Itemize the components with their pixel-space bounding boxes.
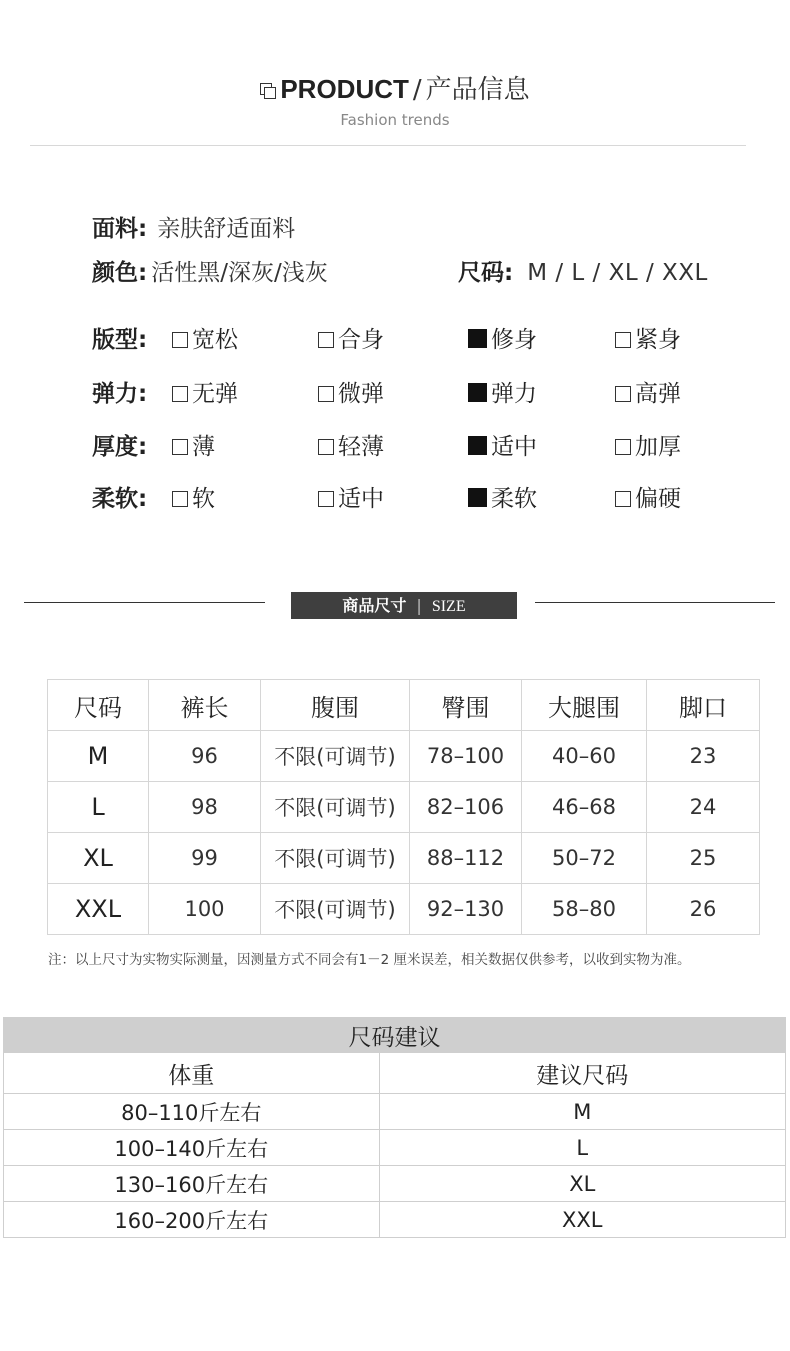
size-label: 尺码:: [458, 260, 514, 286]
unchecked-box-icon: [615, 332, 631, 348]
attribute-option: [172, 375, 238, 408]
size-table-cell: 46–68: [522, 782, 647, 833]
attribute-option: [172, 321, 238, 354]
size-table-header-cell: 臀围: [410, 680, 522, 731]
size-table: [47, 679, 760, 935]
table-row: [48, 884, 760, 935]
fabric-label: 面料:: [92, 216, 148, 242]
attribute-option-label: 软: [192, 486, 215, 512]
unchecked-box-icon: [172, 491, 188, 507]
recommend-weight-cell: 130–160斤左右: [4, 1166, 380, 1202]
banner-line-left: [24, 602, 265, 603]
size-table-header-cell: 大腿围: [522, 680, 647, 731]
size-table-header-cell: 脚口: [647, 680, 760, 731]
unchecked-box-icon: [318, 332, 334, 348]
attribute-option: [468, 375, 537, 408]
unchecked-box-icon: [318, 439, 334, 455]
table-row: [48, 731, 760, 782]
unchecked-box-icon: [172, 386, 188, 402]
header-title-cn: 产品信息: [425, 75, 530, 105]
product-squares-icon: [260, 83, 276, 99]
unchecked-box-icon: [172, 439, 188, 455]
size-table-cell: 82–106: [410, 782, 522, 833]
attribute-option: [615, 375, 681, 408]
color-line: [92, 254, 328, 287]
attribute-option: [615, 480, 681, 513]
unchecked-box-icon: [615, 491, 631, 507]
attribute-option: [172, 428, 215, 461]
recommend-size-cell: L: [379, 1130, 785, 1166]
header-separator: /: [412, 75, 422, 105]
recommend-weight-cell: 100–140斤左右: [4, 1130, 380, 1166]
attribute-label: 弹力:: [92, 381, 148, 407]
attribute-option: [615, 321, 681, 354]
attribute-label: 版型:: [92, 327, 148, 353]
size-table-cell: L: [48, 782, 149, 833]
size-table-cell: 23: [647, 731, 760, 782]
attribute-option-label: 柔软: [491, 486, 537, 512]
size-table-cell: 50–72: [522, 833, 647, 884]
table-row: [4, 1094, 786, 1130]
size-recommendation-table: [3, 1017, 786, 1238]
size-table-header-cell: 腹围: [261, 680, 410, 731]
size-table-header-cell: 裤长: [149, 680, 261, 731]
table-row: [48, 833, 760, 884]
recommend-weight-cell: 160–200斤左右: [4, 1202, 380, 1238]
header-divider: [30, 145, 746, 146]
attribute-option-label: 加厚: [635, 434, 681, 460]
recommend-size-cell: XXL: [379, 1202, 785, 1238]
recommend-weight-cell: 80–110斤左右: [4, 1094, 380, 1130]
checked-box-icon: [468, 488, 487, 507]
size-table-cell: XXL: [48, 884, 149, 935]
attribute-option: [318, 480, 384, 513]
size-table-cell: 96: [149, 731, 261, 782]
unchecked-box-icon: [615, 386, 631, 402]
measurement-note: 注：以上尺寸为实物实际测量，因测量方式不同会有1－2 厘米误差，相关数据仅供参考，以收到实物为准。: [48, 952, 691, 968]
fabric-value: 亲肤舒适面料: [157, 216, 296, 242]
attribute-label: 厚度:: [92, 434, 148, 460]
attribute-option-label: 偏硬: [635, 486, 681, 512]
size-line: [458, 254, 708, 287]
size-values: M / L / XL / XXL: [527, 260, 708, 286]
unchecked-box-icon: [172, 332, 188, 348]
table-row: [4, 1130, 786, 1166]
size-table-header-row: [48, 680, 760, 731]
attribute-option: [615, 428, 681, 461]
attribute-option-label: 薄: [192, 434, 215, 460]
attribute-option-label: 高弹: [635, 381, 681, 407]
checked-box-icon: [468, 383, 487, 402]
attribute-label: 柔软:: [92, 486, 148, 512]
checked-box-icon: [468, 436, 487, 455]
attribute-option-label: 修身: [491, 327, 537, 353]
banner-separator: |: [416, 596, 422, 615]
size-section-banner: [291, 592, 517, 619]
size-table-cell: M: [48, 731, 149, 782]
size-table-cell: 88–112: [410, 833, 522, 884]
attribute-option-label: 微弹: [338, 381, 384, 407]
table-row: [48, 782, 760, 833]
recommend-header-weight: 体重: [4, 1053, 380, 1094]
size-table-cell: 不限(可调节): [261, 731, 410, 782]
size-table-cell: 99: [149, 833, 261, 884]
attribute-option: [318, 375, 384, 408]
attribute-option-label: 宽松: [192, 327, 238, 353]
attribute-option: [468, 428, 537, 461]
recommend-title: 尺码建议: [4, 1018, 786, 1053]
header-subtitle: Fashion trends: [340, 111, 450, 129]
attribute-option-label: 合身: [338, 327, 384, 353]
size-table-cell: XL: [48, 833, 149, 884]
attribute-option-label: 轻薄: [338, 434, 384, 460]
attribute-option: [468, 480, 537, 513]
size-table-cell: 98: [149, 782, 261, 833]
checked-box-icon: [468, 329, 487, 348]
size-table-cell: 26: [647, 884, 760, 935]
size-table-cell: 92–130: [410, 884, 522, 935]
banner-line-right: [535, 602, 775, 603]
banner-title-en: SIZE: [431, 598, 466, 615]
size-table-cell: 不限(可调节): [261, 833, 410, 884]
size-table-cell: 25: [647, 833, 760, 884]
attribute-option: [468, 321, 537, 354]
attribute-option-label: 适中: [491, 434, 537, 460]
banner-title-cn: 商品尺寸: [342, 596, 407, 615]
attribute-option-label: 无弹: [192, 381, 238, 407]
recommend-size-cell: M: [379, 1094, 785, 1130]
unchecked-box-icon: [318, 386, 334, 402]
size-table-cell: 不限(可调节): [261, 884, 410, 935]
size-table-cell: 78–100: [410, 731, 522, 782]
unchecked-box-icon: [318, 491, 334, 507]
header-title: [0, 72, 790, 107]
size-table-cell: 24: [647, 782, 760, 833]
attribute-option-label: 弹力: [491, 381, 537, 407]
recommend-header-size: 建议尺码: [379, 1053, 785, 1094]
attribute-option-label: 适中: [338, 486, 384, 512]
section-header: [0, 72, 790, 129]
size-table-cell: 40–60: [522, 731, 647, 782]
attribute-option-label: 紧身: [635, 327, 681, 353]
size-table-header-cell: 尺码: [48, 680, 149, 731]
size-table-cell: 不限(可调节): [261, 782, 410, 833]
size-table-cell: 100: [149, 884, 261, 935]
fabric-line: [92, 210, 295, 243]
color-value: 活性黑/深灰/浅灰: [151, 260, 328, 286]
unchecked-box-icon: [615, 439, 631, 455]
recommend-size-cell: XL: [379, 1166, 785, 1202]
attribute-option: [318, 428, 384, 461]
size-table-cell: 58–80: [522, 884, 647, 935]
color-label: 颜色:: [92, 260, 148, 286]
table-row: [4, 1166, 786, 1202]
attribute-option: [172, 480, 215, 513]
table-row: [4, 1202, 786, 1238]
header-title-en: PRODUCT: [280, 74, 409, 104]
attribute-option: [318, 321, 384, 354]
